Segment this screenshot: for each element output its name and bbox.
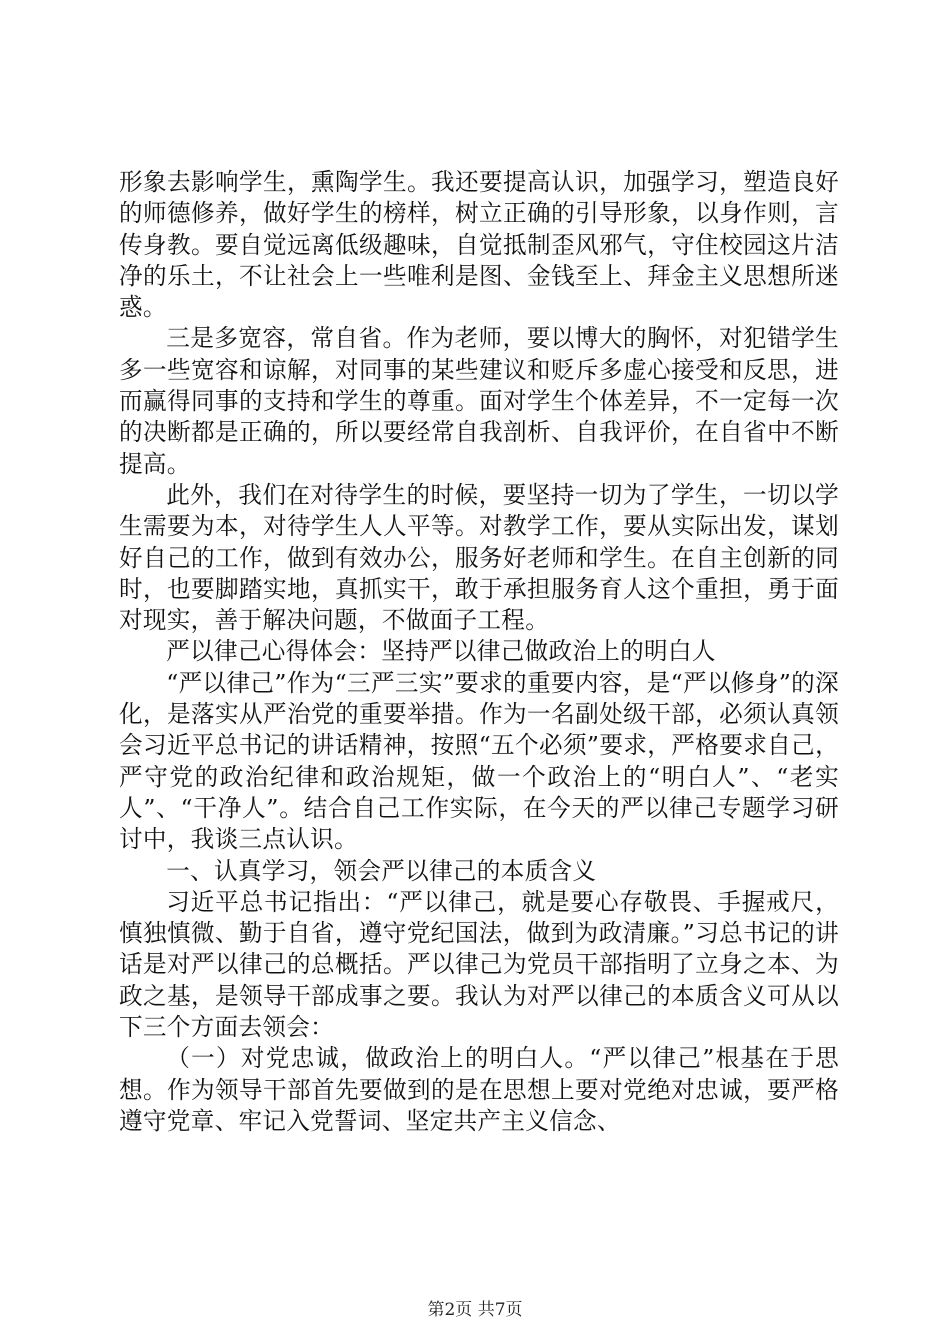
paragraph-tolerance: 三是多宽容，常自省。作为老师，要以博大的胸怀，对犯错学生多一些宽容和谅解，对同事的某些建议和贬斥多虚心接受和反思，进而赢得同事的支持和学生的尊重。面对学生个体差异，不一定每一次的决断都是正确的，所以要经常自我剖析、自我评价，在自省中不断提高。 xyxy=(119,324,839,478)
page-number-footer: 第2页 共7页 xyxy=(427,1300,523,1320)
paragraph-intro: “严以律己”作为“三严三实”要求的重要内容，是“严以修身”的深化，是落实从严治党的重要举措。作为一名副处级干部，必须认真领会习近平总书记的讲话精神，按照“五个必须”要求，严格要求自己，严守党的政治纪律和政治规矩，做一个政治上的“明白人”、“老实人”、“干净人”。结合自己工作实际，在今天的严以律己专题学习研讨中，我谈三点认识。 xyxy=(119,668,839,854)
document-body xyxy=(119,167,839,1137)
section-title: 严以律己心得体会：坚持严以律己做政治上的明白人 xyxy=(166,637,716,666)
section-heading-one: 一、认真学习，领会严以律己的本质含义 xyxy=(166,856,597,885)
paragraph-besides: 此外，我们在对待学生的时候，要坚持一切为了学生，一切以学生需要为本，对待学生人人平等。对教学工作，要从实际出发，谋划好自己的工作，做到有效办公，服务好老师和学生。在自主创新的同时，也要脚踏实地，真抓实干，敢于承担服务育人这个重担，勇于面对现实，善于解决问题，不做面子工程。 xyxy=(119,480,839,635)
paragraph-continued: 形象去影响学生，熏陶学生。我还要提高认识，加强学习，塑造良好的师德修养，做好学生的榜样，树立正确的引导形象，以身作则，言传身教。要自觉远离低级趣味，自觉抵制歪风邪气，守住校园这片洁净的乐土，不让社会上一些唯利是图、金钱至上、拜金主义思想所迷惑。 xyxy=(119,168,839,322)
paragraph-quote: 习近平总书记指出：“严以律己，就是要心存敬畏、手握戒尺，慎独慎微、勤于自省，遵守党纪国法，做到为政清廉。”习总书记的讲话是对严以律己的总概括。严以律己为党员干部指明了立身之本、为政之基，是领导干部成事之要。我认为对严以律己的本质含义可从以下三个方面去领会： xyxy=(119,887,839,1042)
paragraph-loyalty: （一）对党忠诚，做政治上的明白人。“严以律己”根基在于思想。作为领导干部首先要做到的是在思想上要对党绝对忠诚，要严格遵守党章、牢记入党誓词、坚定共产主义信念、 xyxy=(119,1044,839,1135)
